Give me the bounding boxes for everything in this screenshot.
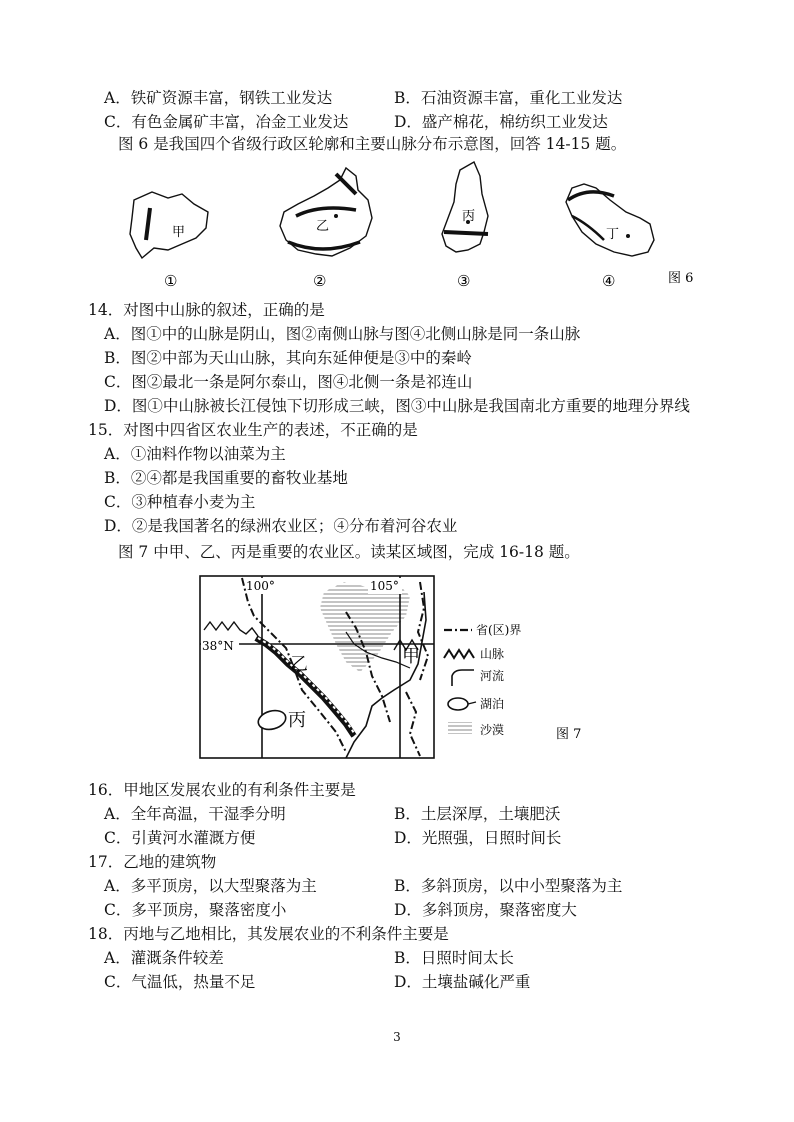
- q15-option-c: C．③种植春小麦为主: [104, 493, 256, 511]
- fig7-intro: 图 7 中甲、乙、丙是重要的农业区。读某区域图，完成 16-18 题。: [118, 543, 580, 561]
- q17-option-d: D．多斜顶房，聚落密度大: [394, 901, 577, 919]
- legend-lake: 湖泊: [480, 697, 505, 711]
- legend-boundary: 省(区)界: [476, 623, 522, 637]
- q13-option-d: D．盛产棉花，棉纺织工业发达: [394, 113, 608, 131]
- q13-option-b: B．石油资源丰富，重化工业发达: [394, 89, 623, 107]
- fig6-map-2: [280, 168, 372, 256]
- q16-option-c: C．引黄河水灌溉方便: [104, 829, 256, 847]
- fig6-map-3: [442, 162, 488, 252]
- q14-option-c: C．图②最北一条是阿尔泰山，图④北侧一条是祁连山: [104, 373, 473, 391]
- fig6-num-4: ④: [602, 272, 616, 290]
- q16-option-a: A．全年高温，干湿季分明: [104, 805, 286, 823]
- q14-option-d: D．图①中山脉被长江侵蚀下切形成三峡，图③中山脉是我国南北方重要的地理分界线: [104, 397, 690, 415]
- fig6-caption: 图 6: [668, 271, 694, 286]
- q18-option-d: D．土壤盐碱化严重: [394, 973, 531, 991]
- fig7-label-bing: 丙: [288, 710, 306, 731]
- q17-option-a: A．多平顶房，以大型聚落为主: [104, 877, 317, 895]
- legend-mountain: 山脉: [480, 647, 505, 661]
- fig6-label-jia: 甲: [172, 225, 186, 240]
- q18-option-c: C．气温低，热量不足: [104, 973, 256, 991]
- fig6-label-yi: 乙: [316, 219, 330, 234]
- q17-option-c: C．多平顶房，聚落密度小: [104, 901, 287, 919]
- figure-6: [110, 160, 710, 295]
- fig6-label-ding: 丁: [606, 227, 620, 242]
- q18-stem: 18．丙地与乙地相比，其发展农业的不利条件主要是: [88, 925, 449, 943]
- legend-desert: 沙漠: [480, 723, 505, 737]
- q15-option-a: A．①油料作物以油菜为主: [104, 445, 286, 463]
- fig7-lat-38: 38°N: [202, 639, 234, 653]
- q16-stem: 16．甲地区发展农业的有利条件主要是: [88, 781, 356, 799]
- fig6-intro: 图 6 是我国四个省级行政区轮廓和主要山脉分布示意图，回答 14-15 题。: [118, 135, 627, 153]
- figure-7: [196, 572, 596, 764]
- fig7-legend: [444, 622, 521, 737]
- q14-option-b: B．图②中部为天山山脉，其向东延伸便是③中的秦岭: [104, 349, 472, 367]
- fig7-caption: 图 7: [556, 727, 582, 742]
- q16-option-b: B．土层深厚，土壤肥沃: [394, 805, 561, 823]
- q17-stem: 17．乙地的建筑物: [88, 853, 217, 871]
- q14-option-a: A．图①中的山脉是阴山，图②南侧山脉与图④北侧山脉是同一条山脉: [104, 325, 581, 343]
- fig7-label-jia: 甲: [402, 646, 420, 667]
- q15-stem: 15．对图中四省区农业生产的表述，不正确的是: [88, 421, 418, 439]
- q17-option-b: B．多斜顶房，以中小型聚落为主: [394, 877, 623, 895]
- q14-stem: 14．对图中山脉的叙述，正确的是: [88, 301, 325, 319]
- fig6-num-1: ①: [164, 272, 178, 290]
- fig7-lon-105: 105°: [370, 579, 399, 593]
- fig6-label-bing: 丙: [462, 209, 476, 224]
- fig6-map-1: [130, 192, 208, 258]
- page-number: 3: [393, 1030, 401, 1044]
- legend-river: 河流: [480, 669, 505, 683]
- fig6-map-4: [566, 184, 654, 256]
- q15-option-b: B．②④都是我国重要的畜牧业基地: [104, 469, 348, 487]
- q15-option-d: D．②是我国著名的绿洲农业区；④分布着河谷农业: [104, 517, 458, 535]
- fig7-lon-100: 100°: [246, 579, 275, 593]
- fig7-label-yi: 乙: [290, 654, 308, 675]
- q18-option-a: A．灌溉条件较差: [104, 949, 224, 967]
- q18-option-b: B．日照时间太长: [394, 949, 514, 967]
- fig6-num-3: ③: [457, 272, 471, 290]
- q16-option-d: D．光照强，日照时间长: [394, 829, 562, 847]
- q13-option-a: A．铁矿资源丰富，钢铁工业发达: [104, 89, 333, 107]
- q13-option-c: C．有色金属矿丰富，冶金工业发达: [104, 113, 349, 131]
- fig6-num-2: ②: [313, 272, 327, 290]
